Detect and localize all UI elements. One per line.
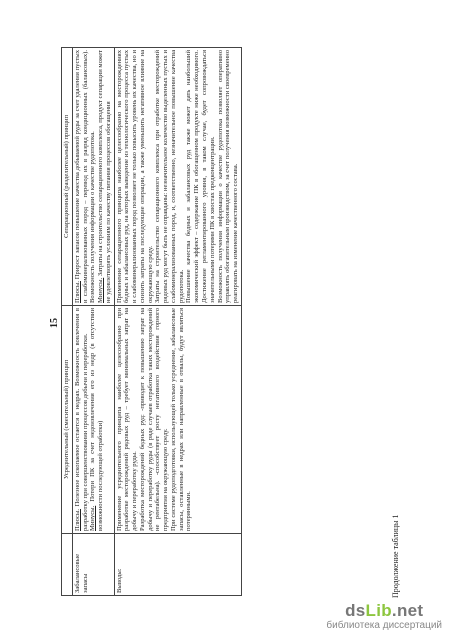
paragraph: Затраты на строительство сепарационного комплекса при отработке месторождений рядовых руд могут быть не оправданы: незначительное количество выделенных пустых и слабоминерализованных пород, и, соответственно, незначительное повышение качества рудопотока. <box>154 50 185 303</box>
logo-suffix: .net <box>391 601 424 620</box>
table-cell <box>72 306 114 534</box>
paragraph <box>89 308 105 531</box>
underlined-term: Минусы. <box>97 277 105 303</box>
rotated-content <box>15 18 435 618</box>
paragraph: Возможность получения информации о качестве рудопотока позволяет оперативно управлять обогатительным производством, за счет получения возможности своевременно реагировать на изменение качественного состава. <box>216 50 240 303</box>
underlined-term: Плюсы. <box>73 281 81 303</box>
paragraph <box>97 50 113 303</box>
table-cell <box>114 48 241 306</box>
paragraph: Повышение качества бедных и забалансовых руд также может дать наибольший экономический эффект – содержание ПК в обогащенном продукте ниже необходимого. Достижение регламентированного уровня, в таком случае, будет сопровождаться значительными потерями ПК в хвостах предконцентрации. <box>185 50 216 303</box>
row-label: Выводы: <box>114 534 241 596</box>
table-header-row <box>62 48 73 596</box>
header-cell-averaging: Усреднительный (смесительный) принцип <box>62 306 73 534</box>
header-cell-separation: Сепарационный (разделительный) принцип <box>62 48 73 306</box>
dslib-watermark <box>326 601 442 631</box>
table-row <box>114 48 241 596</box>
table-cell <box>114 306 241 534</box>
underlined-term: Плюсы. <box>73 509 81 531</box>
paragraph <box>74 50 97 303</box>
table-cell <box>72 48 114 306</box>
comparison-table <box>61 47 242 596</box>
paragraph-text: Полезное ископаемое остается в недрах. Возможность вовлечения в разработку при совершенствовании процессов добычи и переработки. <box>73 308 89 531</box>
paragraph-text: Прирост запасов повышение качества добываемой руды за счет удаления пустых и слабоминерализованных пород – перевод их в разряд кондиционных (балансовых). Возможность получения информации о качестве рудопотока. <box>73 50 97 303</box>
underlined-term: Минусы. <box>89 505 97 531</box>
header-cell-empty <box>62 534 73 596</box>
table-continuation-caption: Продолжение таблицы 1 <box>391 514 400 598</box>
row-label: Забалансовые запасы <box>72 534 114 596</box>
table-row <box>72 48 114 596</box>
paragraph: Применение сепарационного принципа наиболее целесообразно на месторождениях бедных и забалансовых руд, на которых выведение из технологического процесса пустых и слабоминерализованных пород позволяет не только повысить уровень их качества, но и снизить затраты на последующие операции, а также уменьшить негативное влияние на окружающую среду. <box>115 50 154 303</box>
paragraph: Разработка месторождений бедных руд: -приводит к повышению затрат на добычу и переработку руды (в ряде случаев отработка таких месторождений не рентабельна). -способствует росту негативного воздействия горного предприятия на окружающую среду. <box>138 308 170 531</box>
paragraph-text: Затраты на строительство сепарационного комплекса, продукт сепарации может не удовлетворять условиям по качеству питания процессов обогащения <box>97 50 112 303</box>
watermark-subtitle: библиотека диссертаций <box>326 620 442 631</box>
logo-accent: Lib <box>365 601 392 620</box>
paragraph: Применение усреднительного принципа наиболее целесообразно при разработке месторождений рядовых руд – требует минимальных затрат на добычу и переработку руды. <box>115 308 139 531</box>
paragraph-text: Потери ПК за счет недоизвлечения его из недр (в отсутствии возможности последующей отработки) <box>89 308 105 531</box>
paragraph <box>74 308 90 531</box>
page-number: 15 <box>49 318 60 328</box>
paragraph: При системе рудоподготовки, использующей только усреднение, забалансовые запасы, оставленные в недрах или направленные в отвалы, будут являться потерянными. <box>169 308 193 531</box>
logo-prefix: ds <box>345 601 366 620</box>
watermark-logo <box>326 601 442 621</box>
